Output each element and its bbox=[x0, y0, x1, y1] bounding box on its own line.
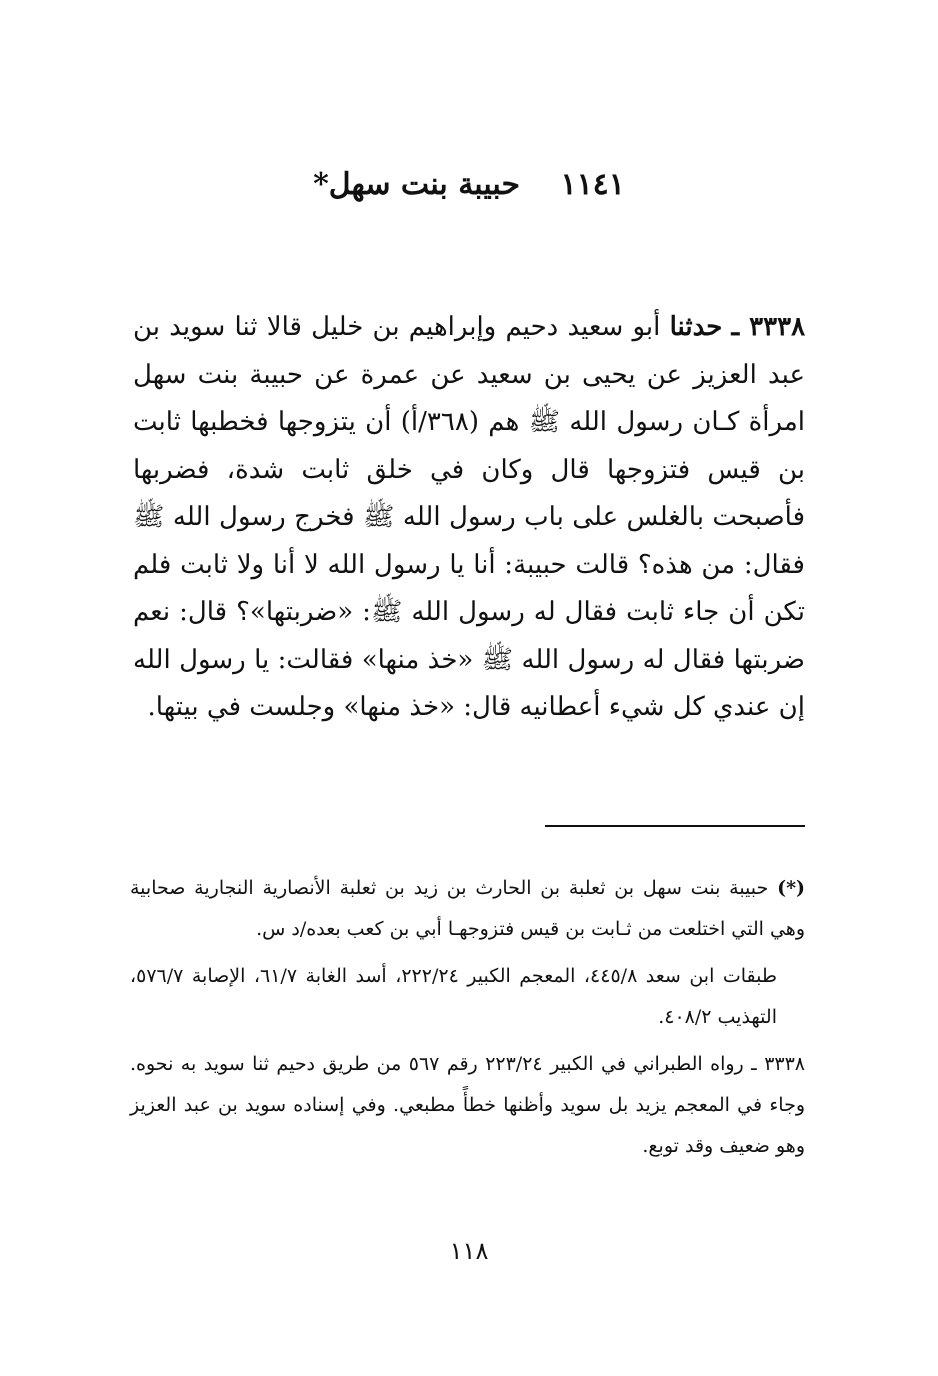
entry-number: ١١٤١ bbox=[560, 167, 625, 202]
hadith-text: أبو سعيد دحيم وإبراهيم بن خليل قالا ثنا سويد بن عبد العزيز عن يحيى بن سعيد عن عمرة عن حبيبة بنت سهل امرأة كـان رسول الله ﷺ هم (٣٦٨/أ) أن يتزوجها فخطبها ثابت بن قيس فتزوجها قال وكان في خلق ثابت شدة، فضربها فأصبحت بالغلس على باب رسول الله ﷺ فخرج رسول الله ﷺ فقال: من هذه؟ قالت حبيبة: أنا يا رسول الله لا أنا ولا ثابت فلم تكن أن جاء ثابت فقال له رسول الله ﷺ: «ضربتها»؟ قال: نعم ضربتها فقال له رسول الله ﷺ «خذ منها» فقالت: يا رسول الله إن عندي كل شيء أعطانيه قال: «خذ منها» وجلست في بيتها. bbox=[133, 312, 805, 722]
footnote-text: حبيبة بنت سهل بن ثعلبة بن الحارث بن زيد بن ثعلبة الأنصارية النجارية صحابية وهي التي اختلعت من ثـابت بن قيس فتزوجهـا أبي بن كعب بعده/د س. bbox=[130, 877, 805, 940]
footnote-marker: ٣٣٣٨ ـ bbox=[751, 1053, 806, 1075]
entry-title bbox=[0, 158, 938, 212]
footnote-text: رواه الطبراني في الكبير ٢٢٣/٢٤ رقم ٥٦٧ من طريق دحيم ثنا سويد به نحوه. وجاء في المعجم يزيد بل سويد وأظنها خطأً مطبعي. وفي إسناده سويد بن عبد العزيز وهو ضعيف وقد توبع. bbox=[130, 1053, 805, 1157]
entry-name: حبيبة بنت سهل* bbox=[313, 167, 520, 202]
hadith-lead-word: حدثنا bbox=[669, 312, 723, 342]
hadith-number: ٣٣٣٨ ـ bbox=[731, 312, 806, 342]
footnote-text: طبقات ابن سعد ٤٤٥/٨، المعجم الكبير ٢٢٢/٢٤، أسد الغابة ٦١/٧، الإصابة ٥٧٦/٧، التهذيب ٤٠٨/٢. bbox=[130, 965, 777, 1028]
footnote-takhrij bbox=[130, 1044, 805, 1167]
footnote-divider bbox=[545, 825, 805, 827]
footnotes bbox=[130, 868, 805, 1173]
hadith-paragraph bbox=[133, 304, 805, 732]
page-number: ١١٨ bbox=[449, 1237, 489, 1265]
footnote-sources bbox=[130, 956, 805, 1038]
footnote-biography bbox=[130, 868, 805, 950]
footnote-marker: (*) bbox=[777, 877, 805, 899]
